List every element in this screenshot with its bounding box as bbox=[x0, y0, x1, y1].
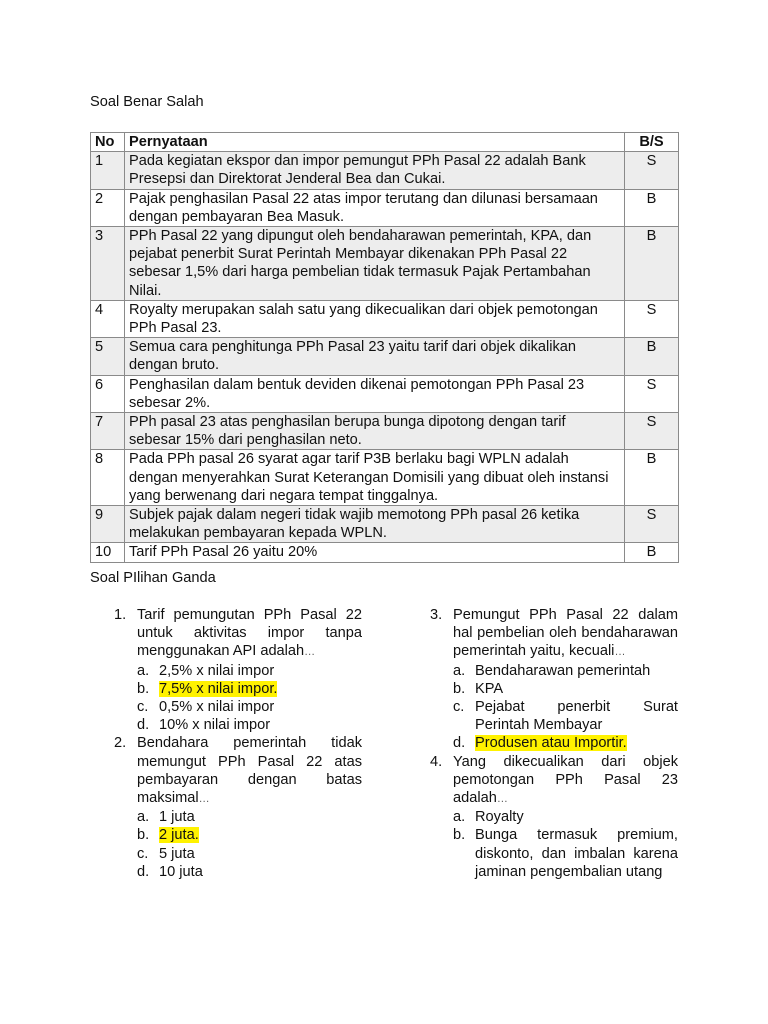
option-2c bbox=[114, 845, 362, 863]
row-statement: Subjek pajak dalam negeri tidak wajib memotong PPh pasal 26 ketika melakukan pembayaran kepada WPLN. bbox=[125, 506, 625, 543]
option-4a bbox=[430, 808, 678, 826]
option-text-highlighted: Produsen atau Importir. bbox=[475, 735, 627, 752]
option-text: KPA bbox=[475, 680, 504, 697]
option-letter: a. bbox=[137, 662, 150, 679]
option-letter: b. bbox=[137, 827, 150, 844]
table-row bbox=[91, 506, 679, 543]
table-row bbox=[91, 152, 679, 189]
row-number: 4 bbox=[91, 300, 125, 337]
question-number: 1. bbox=[114, 607, 127, 623]
row-statement: Pada kegiatan ekspor dan impor pemungut PPh Pasal 22 adalah Bank Presepsi dan Direktorat Jenderal Bea dan Cukai. bbox=[125, 152, 625, 189]
row-number: 9 bbox=[91, 506, 125, 543]
option-1b bbox=[114, 680, 362, 698]
option-1c bbox=[114, 698, 362, 716]
option-letter: b. bbox=[453, 827, 466, 844]
option-text: 1 juta bbox=[159, 809, 195, 826]
row-number: 2 bbox=[91, 189, 125, 226]
option-letter: d. bbox=[453, 735, 466, 752]
option-text: 2,5% x nilai impor bbox=[159, 662, 275, 679]
option-letter: d. bbox=[137, 863, 150, 880]
option-letter: c. bbox=[137, 845, 149, 862]
true-false-table bbox=[90, 132, 679, 563]
table-row bbox=[91, 375, 679, 412]
row-number: 10 bbox=[91, 543, 125, 562]
row-statement: PPh pasal 23 atas penghasilan berupa bunga dipotong dengan tarif sebesar 15% dari penghasilan neto. bbox=[125, 413, 625, 450]
option-2a bbox=[114, 808, 362, 826]
option-text: 10% x nilai impor bbox=[159, 717, 271, 734]
option-letter: c. bbox=[137, 699, 149, 716]
option-text-highlighted: 2 juta. bbox=[159, 827, 199, 844]
question-text: Yang dikecualikan dari objek pemotongan PPh Pasal 23 adalah bbox=[453, 753, 678, 807]
table-row bbox=[91, 338, 679, 375]
row-number: 8 bbox=[91, 450, 125, 506]
option-text: Pejabat penerbit Surat Perintah Membayar bbox=[475, 699, 678, 734]
row-answer: B bbox=[625, 338, 679, 375]
question-text: Pemungut PPh Pasal 22 dalam hal pembelian oleh bendaharawan pemerintah yaitu, kecuali bbox=[453, 607, 678, 660]
question-number: 2. bbox=[114, 735, 127, 752]
option-letter: c. bbox=[453, 699, 465, 716]
option-1a bbox=[114, 662, 362, 680]
section-title-pilihan-ganda: Soal PIlihan Ganda bbox=[90, 570, 216, 586]
question-2 bbox=[114, 734, 362, 808]
row-statement: Penghasilan dalam bentuk deviden dikenai pemotongan PPh Pasal 23 sebesar 2%. bbox=[125, 375, 625, 412]
header-answer: B/S bbox=[625, 133, 679, 152]
row-answer: S bbox=[625, 375, 679, 412]
option-text: Bunga termasuk premium, diskonto, dan imbalan karena jaminan pengembalian utang bbox=[475, 827, 678, 880]
row-answer: S bbox=[625, 300, 679, 337]
option-text: 0,5% x nilai impor bbox=[159, 699, 275, 716]
row-answer: S bbox=[625, 152, 679, 189]
question-number: 3. bbox=[430, 607, 443, 623]
option-2d bbox=[114, 863, 362, 881]
table-row bbox=[91, 189, 679, 226]
option-letter: b. bbox=[453, 680, 466, 697]
header-statement: Pernyataan bbox=[125, 133, 625, 152]
question-3 bbox=[430, 606, 678, 662]
option-letter: d. bbox=[137, 717, 150, 734]
table-row bbox=[91, 450, 679, 506]
row-answer: S bbox=[625, 506, 679, 543]
row-statement: Royalty merupakan salah satu yang dikecualikan dari objek pemotongan PPh Pasal 23. bbox=[125, 300, 625, 337]
table-row bbox=[91, 543, 679, 562]
section-title-benar-salah: Soal Benar Salah bbox=[90, 94, 204, 110]
question-4 bbox=[430, 753, 678, 809]
question-text: Bendahara pemerintah tidak memungut PPh Pasal 22 atas pembayaran dengan batas maksimal bbox=[137, 735, 362, 807]
row-statement: Semua cara penghitunga PPh Pasal 23 yaitu tarif dari objek dikalikan dengan bruto. bbox=[125, 338, 625, 375]
row-number: 7 bbox=[91, 413, 125, 450]
option-3a bbox=[430, 662, 678, 680]
option-3b bbox=[430, 680, 678, 698]
option-4b bbox=[430, 826, 678, 881]
row-number: 1 bbox=[91, 152, 125, 189]
option-3c bbox=[430, 698, 678, 734]
option-text-highlighted: 7,5% x nilai impor. bbox=[159, 680, 278, 697]
row-answer: B bbox=[625, 189, 679, 226]
question-number: 4. bbox=[430, 753, 443, 770]
row-number: 6 bbox=[91, 375, 125, 412]
table-row bbox=[91, 413, 679, 450]
question-ellipsis: … bbox=[304, 646, 316, 659]
option-text: Bendaharawan pemerintah bbox=[475, 662, 651, 679]
question-ellipsis: … bbox=[614, 646, 626, 659]
row-number: 3 bbox=[91, 227, 125, 301]
row-answer: B bbox=[625, 543, 679, 562]
option-1d bbox=[114, 716, 362, 734]
row-answer: B bbox=[625, 450, 679, 506]
row-statement: PPh Pasal 22 yang dipungut oleh bendaharawan pemerintah, KPA, dan pejabat penerbit Surat Perintah Membayar dikenakan PPh Pasal 22 sebesar 1,5% dari harga pembelian tidak termasuk Pajak Pertambahan Nilai. bbox=[125, 227, 625, 301]
row-answer: S bbox=[625, 413, 679, 450]
row-statement: Pada PPh pasal 26 syarat agar tarif P3B berlaku bagi WPLN adalah dengan menyerahkan Surat Keterangan Domisili yang dibuat oleh instansi yang berwenang dari negara tempat tinggalnya. bbox=[125, 450, 625, 506]
question-1 bbox=[114, 606, 362, 662]
questions-column-right bbox=[430, 606, 678, 881]
option-3d bbox=[430, 734, 678, 752]
questions-column-left bbox=[114, 606, 362, 881]
question-ellipsis: … bbox=[198, 793, 210, 806]
option-letter: a. bbox=[453, 662, 466, 679]
option-letter: b. bbox=[137, 680, 150, 697]
table-row bbox=[91, 227, 679, 301]
option-text: 5 juta bbox=[159, 845, 195, 862]
header-no: No bbox=[91, 133, 125, 152]
row-statement: Pajak penghasilan Pasal 22 atas impor terutang dan dilunasi bersamaan dengan pembayaran Bea Masuk. bbox=[125, 189, 625, 226]
option-letter: a. bbox=[453, 809, 466, 826]
table-header-row bbox=[91, 133, 679, 152]
table-row bbox=[91, 300, 679, 337]
option-2b bbox=[114, 826, 362, 844]
option-letter: a. bbox=[137, 809, 150, 826]
row-number: 5 bbox=[91, 338, 125, 375]
question-ellipsis: … bbox=[496, 793, 508, 806]
question-text: Tarif pemungutan PPh Pasal 22 untuk aktivitas impor tanpa menggunakan API adalah bbox=[137, 607, 362, 660]
option-text: 10 juta bbox=[159, 863, 203, 880]
option-text: Royalty bbox=[475, 809, 524, 826]
row-statement: Tarif PPh Pasal 26 yaitu 20% bbox=[125, 543, 625, 562]
row-answer: B bbox=[625, 227, 679, 301]
